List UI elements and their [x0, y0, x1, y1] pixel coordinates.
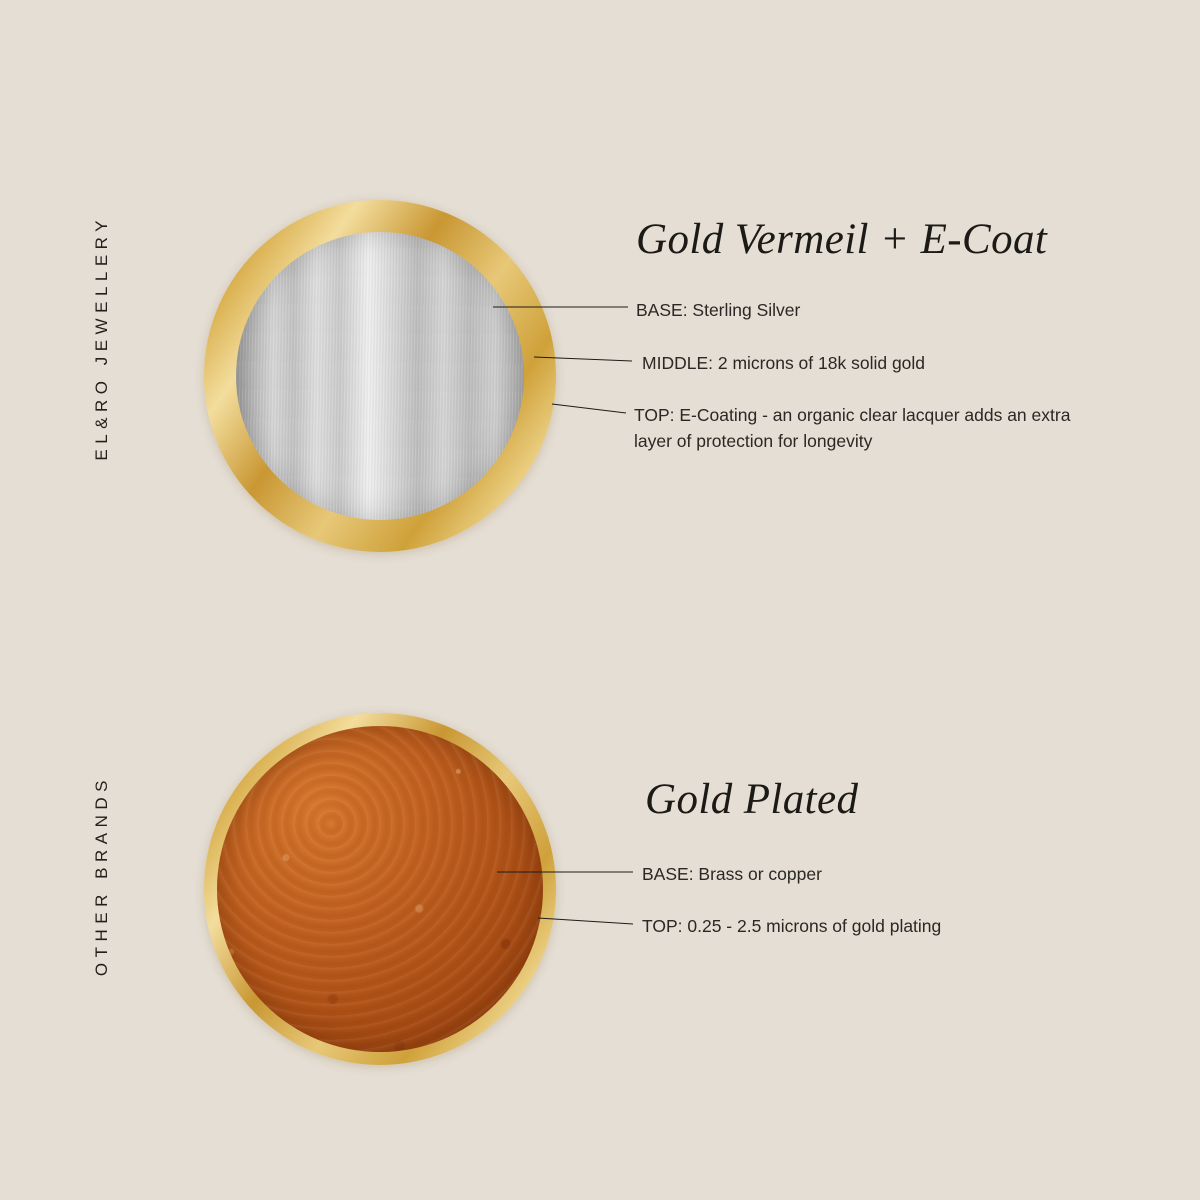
side-label-el-and-ro-jewellery: EL&RO JEWELLERY: [92, 215, 111, 461]
gold-plated-disc: [204, 713, 556, 1065]
callout-vermeil-middle: MIDDLE: 2 microns of 18k solid gold: [642, 353, 926, 373]
brass-copper-core-icon: [217, 726, 544, 1053]
side-label-other-brands: OTHER BRANDS: [92, 775, 111, 977]
callout-vermeil-base: BASE: Sterling Silver: [636, 300, 801, 320]
callout-vermeil-top: TOP: E-Coating - an organic clear lacquer adds an extra layer of protection for longevity: [634, 405, 1071, 452]
heading-gold-plated: Gold Plated: [645, 776, 859, 823]
sterling-silver-core-icon: [236, 232, 524, 520]
heading-gold-vermeil: Gold Vermeil + E-Coat: [636, 216, 1048, 263]
gold-vermeil-disc: [204, 200, 556, 552]
callout-plated-top: TOP: 0.25 - 2.5 microns of gold plating: [642, 916, 942, 936]
callout-plated-base: BASE: Brass or copper: [642, 864, 822, 884]
